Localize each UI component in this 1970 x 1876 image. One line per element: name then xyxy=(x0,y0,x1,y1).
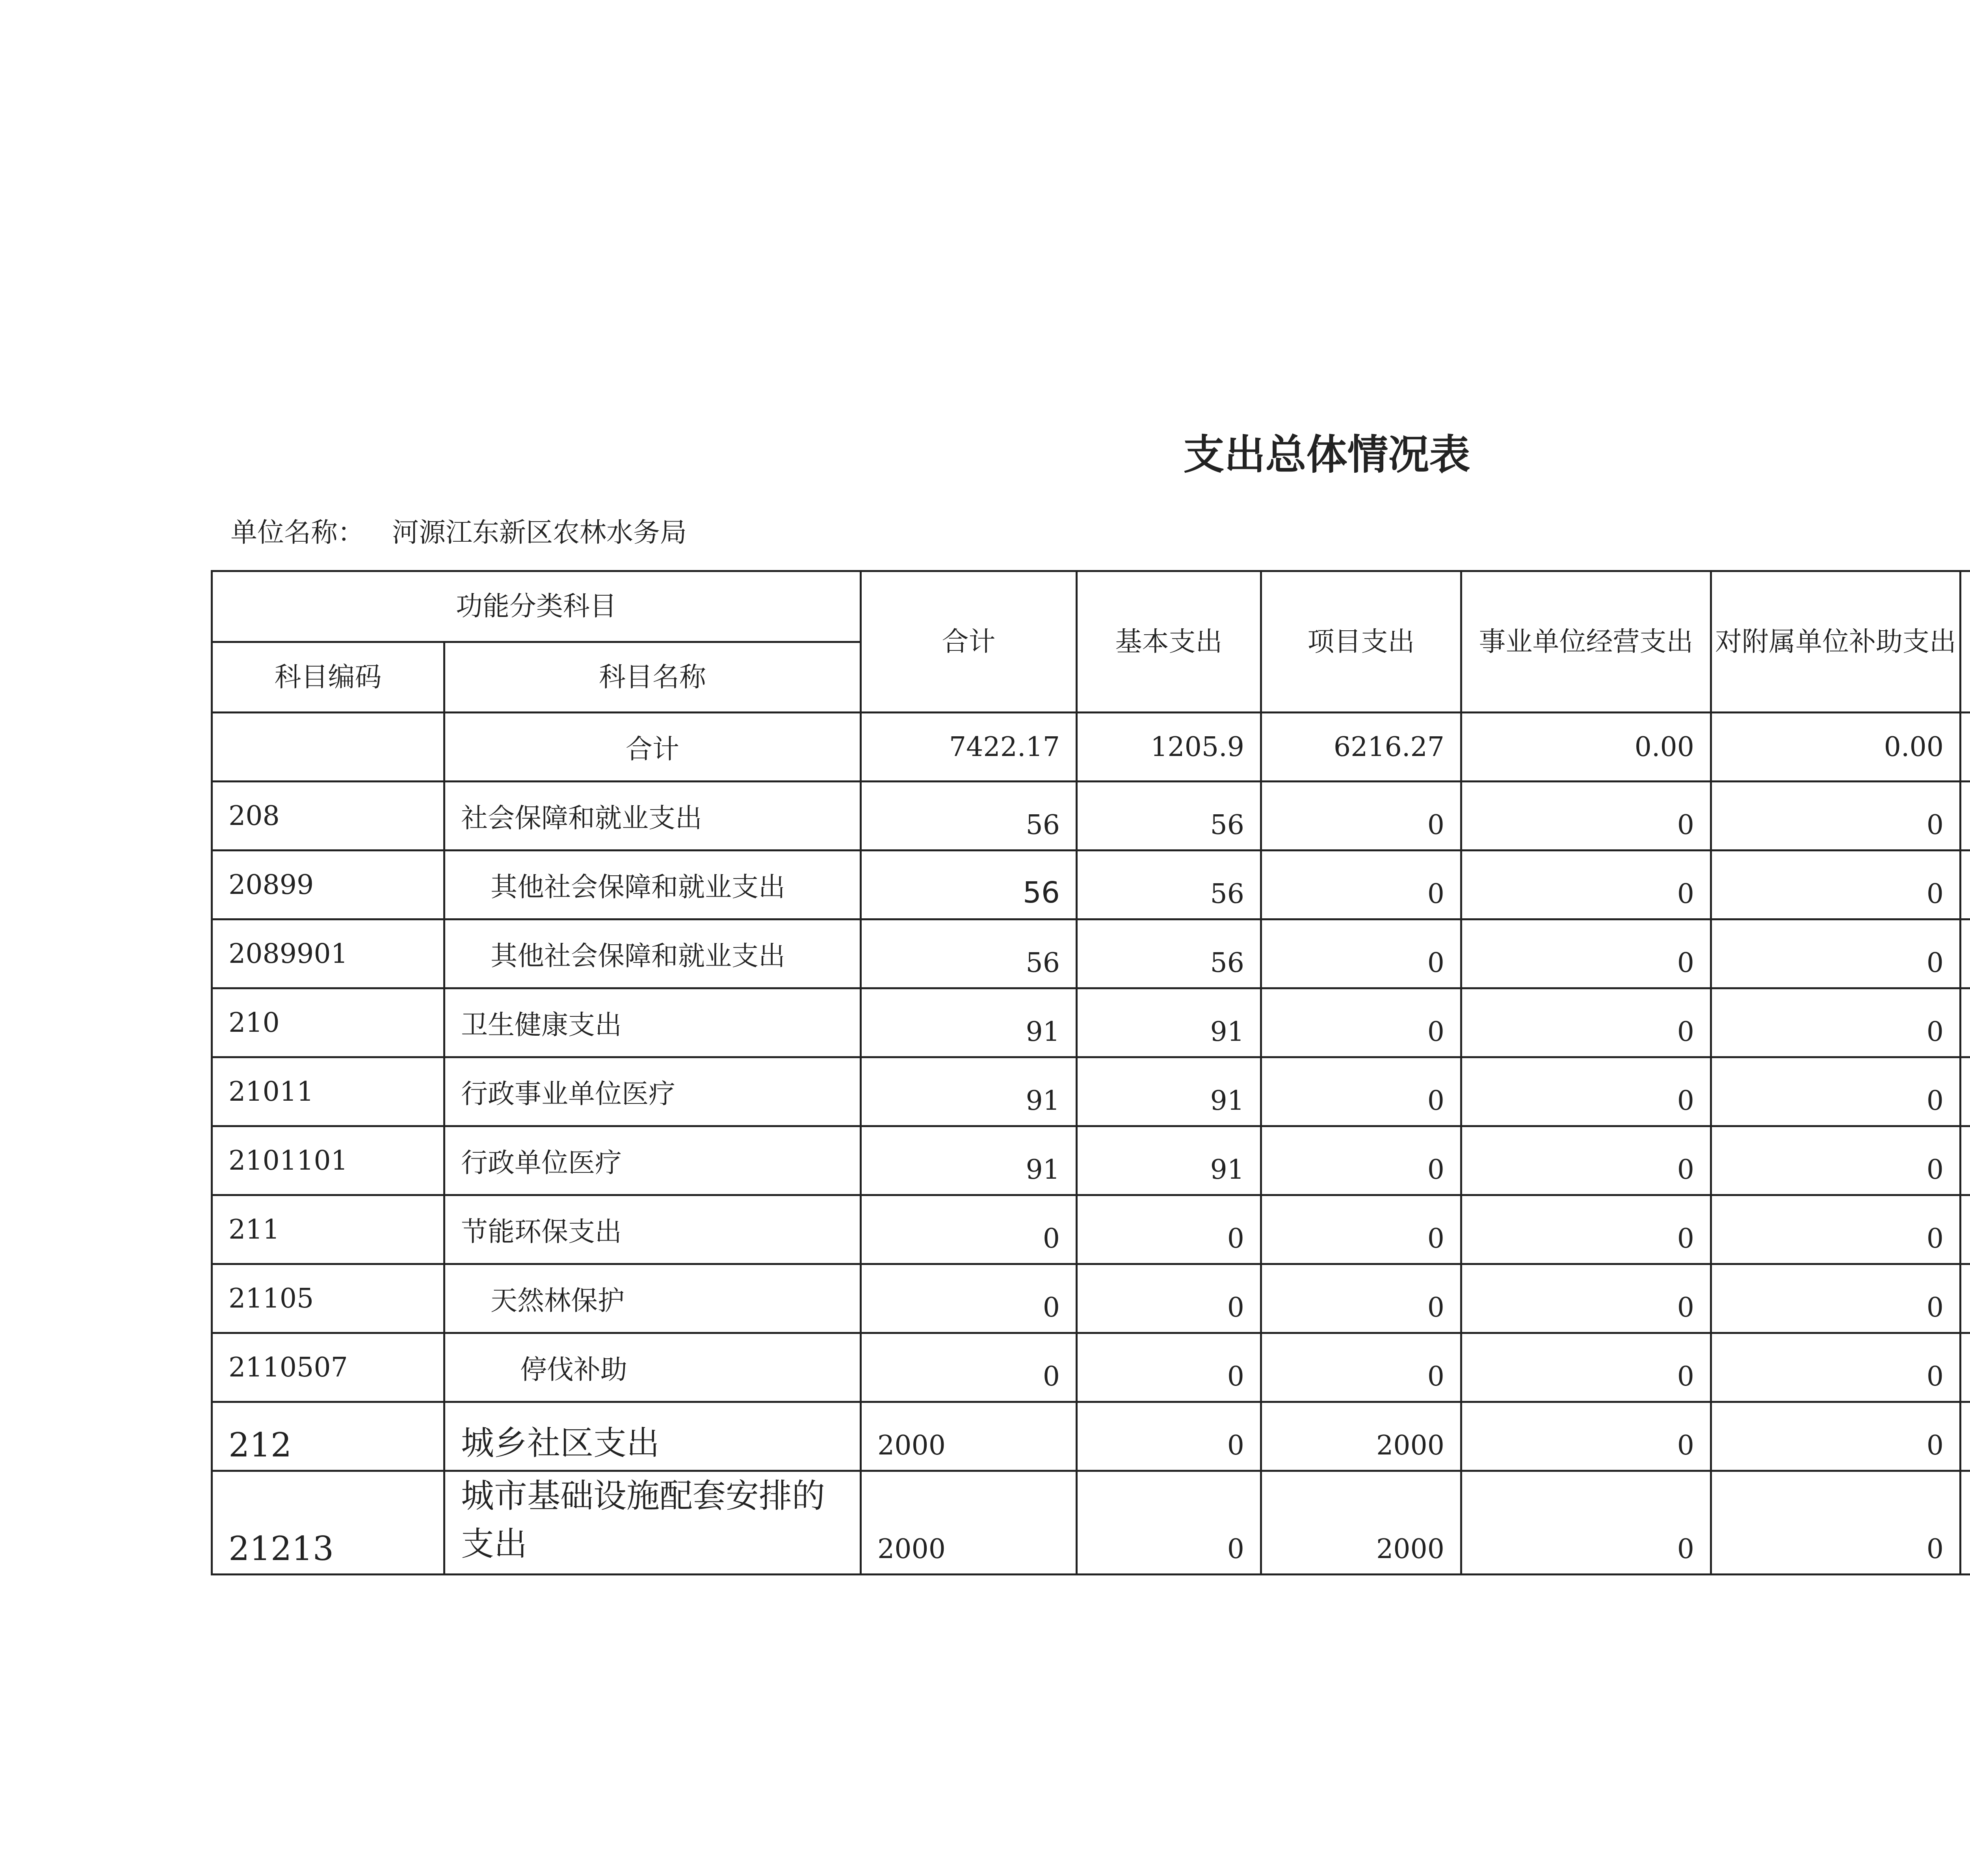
subject-code: 2089901 xyxy=(212,919,444,988)
subject-name: 行政单位医疗 xyxy=(444,1126,861,1195)
subject-name: 天然林保护 xyxy=(444,1264,861,1333)
business-value: 0 xyxy=(1461,1126,1711,1195)
table-row xyxy=(212,1333,1970,1402)
subject-name: 行政事业单位医疗 xyxy=(444,1057,861,1126)
subject-name: 城市基础设施配套安排的支出 xyxy=(444,1471,861,1575)
basic-value: 0 xyxy=(1077,1333,1261,1402)
basic-value: 0 xyxy=(1077,1264,1261,1333)
page-title: 支出总体情况表 xyxy=(1183,431,1470,479)
business-value: 0 xyxy=(1461,1333,1711,1402)
total-value: 0 xyxy=(861,1333,1077,1402)
table-row xyxy=(212,1402,1970,1471)
project-value: 0 xyxy=(1261,1264,1461,1333)
subject-code: 2110507 xyxy=(212,1333,444,1402)
subsidy-value: 0 xyxy=(1711,1333,1961,1402)
subject-code: 211 xyxy=(212,1195,444,1264)
table-row xyxy=(212,1471,1970,1575)
business-value: 0 xyxy=(1461,1402,1711,1471)
total-value: 7422.17 xyxy=(861,713,1077,782)
basic-value: 0 xyxy=(1077,1471,1261,1575)
header-subsidy-expenditure: 对附属单位补助支出 xyxy=(1711,571,1961,713)
superior-value xyxy=(1961,1057,1970,1126)
subject-name: 其他社会保障和就业支出 xyxy=(444,851,861,919)
basic-value: 1205.9 xyxy=(1077,713,1261,782)
table-row xyxy=(212,1057,1970,1126)
project-value: 0 xyxy=(1261,1126,1461,1195)
basic-value: 56 xyxy=(1077,919,1261,988)
subject-code: 2101101 xyxy=(212,1126,444,1195)
superior-value xyxy=(1961,713,1970,782)
business-value: 0 xyxy=(1461,1471,1711,1575)
total-value: 91 xyxy=(861,1057,1077,1126)
business-value: 0 xyxy=(1461,988,1711,1057)
business-value: 0 xyxy=(1461,919,1711,988)
unit-name-label: 单位名称： xyxy=(230,517,365,548)
project-value: 2000 xyxy=(1261,1402,1461,1471)
subsidy-value: 0 xyxy=(1711,919,1961,988)
unit-name-line xyxy=(230,511,687,550)
superior-value xyxy=(1961,1195,1970,1264)
project-value: 0 xyxy=(1261,988,1461,1057)
subsidy-value: 0 xyxy=(1711,1402,1961,1471)
business-value: 0 xyxy=(1461,782,1711,851)
superior-value xyxy=(1961,919,1970,988)
table-row xyxy=(212,919,1970,988)
org-name: 河源江东新区农林水务局 xyxy=(392,517,687,548)
basic-value: 0 xyxy=(1077,1195,1261,1264)
basic-value: 56 xyxy=(1077,782,1261,851)
expenditure-table xyxy=(211,570,1970,1575)
basic-value: 91 xyxy=(1077,988,1261,1057)
subject-name: 其他社会保障和就业支出 xyxy=(444,919,861,988)
subject-name: 社会保障和就业支出 xyxy=(444,782,861,851)
subsidy-value: 0 xyxy=(1711,782,1961,851)
subject-code: 208 xyxy=(212,782,444,851)
table-row xyxy=(212,988,1970,1057)
project-value: 0 xyxy=(1261,1057,1461,1126)
header-subject-name: 科目名称 xyxy=(444,642,861,713)
subject-code: 21213 xyxy=(212,1471,444,1575)
project-value: 0 xyxy=(1261,851,1461,919)
business-value: 0 xyxy=(1461,1195,1711,1264)
subject-name: 合计 xyxy=(444,713,861,782)
table-row xyxy=(212,1264,1970,1333)
superior-value xyxy=(1961,1402,1970,1471)
table-row xyxy=(212,1195,1970,1264)
total-value: 0 xyxy=(861,1195,1077,1264)
basic-value: 91 xyxy=(1077,1126,1261,1195)
subject-code: 20899 xyxy=(212,851,444,919)
total-value: 56 xyxy=(861,851,1077,919)
subsidy-value: 0 xyxy=(1711,1126,1961,1195)
business-value: 0.00 xyxy=(1461,713,1711,782)
subject-code: 21105 xyxy=(212,1264,444,1333)
header-functional-category: 功能分类科目 xyxy=(212,571,861,642)
superior-value xyxy=(1961,851,1970,919)
superior-value xyxy=(1961,1333,1970,1402)
business-value: 0 xyxy=(1461,851,1711,919)
subject-code xyxy=(212,713,444,782)
total-value: 91 xyxy=(861,1126,1077,1195)
subsidy-value: 0 xyxy=(1711,1195,1961,1264)
superior-value xyxy=(1961,1264,1970,1333)
subject-name: 停伐补助 xyxy=(444,1333,861,1402)
subsidy-value: 0 xyxy=(1711,851,1961,919)
superior-value xyxy=(1961,1126,1970,1195)
header-subject-code: 科目编码 xyxy=(212,642,444,713)
basic-value: 56 xyxy=(1077,851,1261,919)
project-value: 6216.27 xyxy=(1261,713,1461,782)
subsidy-value: 0 xyxy=(1711,1057,1961,1126)
subject-name: 卫生健康支出 xyxy=(444,988,861,1057)
table-row xyxy=(212,851,1970,919)
business-value: 0 xyxy=(1461,1057,1711,1126)
project-value: 0 xyxy=(1261,1333,1461,1402)
header-business-expenditure: 事业单位经营支出 xyxy=(1461,571,1711,713)
total-value: 0 xyxy=(861,1264,1077,1333)
project-value: 2000 xyxy=(1261,1471,1461,1575)
total-value: 2000 xyxy=(861,1471,1077,1575)
subject-name: 节能环保支出 xyxy=(444,1195,861,1264)
subject-code: 21011 xyxy=(212,1057,444,1126)
subject-code: 210 xyxy=(212,988,444,1057)
superior-value xyxy=(1961,1471,1970,1575)
total-value: 91 xyxy=(861,988,1077,1057)
basic-value: 0 xyxy=(1077,1402,1261,1471)
total-value: 56 xyxy=(861,919,1077,988)
header-basic-expenditure: 基本支出 xyxy=(1077,571,1261,713)
superior-value xyxy=(1961,988,1970,1057)
total-value: 56 xyxy=(861,782,1077,851)
header-total: 合计 xyxy=(861,571,1077,713)
project-value: 0 xyxy=(1261,782,1461,851)
total-value: 2000 xyxy=(861,1402,1077,1471)
subsidy-value: 0 xyxy=(1711,1264,1961,1333)
table-row xyxy=(212,1126,1970,1195)
subject-code: 212 xyxy=(212,1402,444,1471)
basic-value: 91 xyxy=(1077,1057,1261,1126)
table-row-total xyxy=(212,713,1970,782)
project-value: 0 xyxy=(1261,919,1461,988)
table-row xyxy=(212,782,1970,851)
project-value: 0 xyxy=(1261,1195,1461,1264)
superior-value xyxy=(1961,782,1970,851)
header-superior-expenditure xyxy=(1961,571,1970,713)
subsidy-value: 0 xyxy=(1711,988,1961,1057)
subsidy-value: 0 xyxy=(1711,1471,1961,1575)
subject-name: 城乡社区支出 xyxy=(444,1402,861,1471)
header-project-expenditure: 项目支出 xyxy=(1261,571,1461,713)
business-value: 0 xyxy=(1461,1264,1711,1333)
subsidy-value: 0.00 xyxy=(1711,713,1961,782)
